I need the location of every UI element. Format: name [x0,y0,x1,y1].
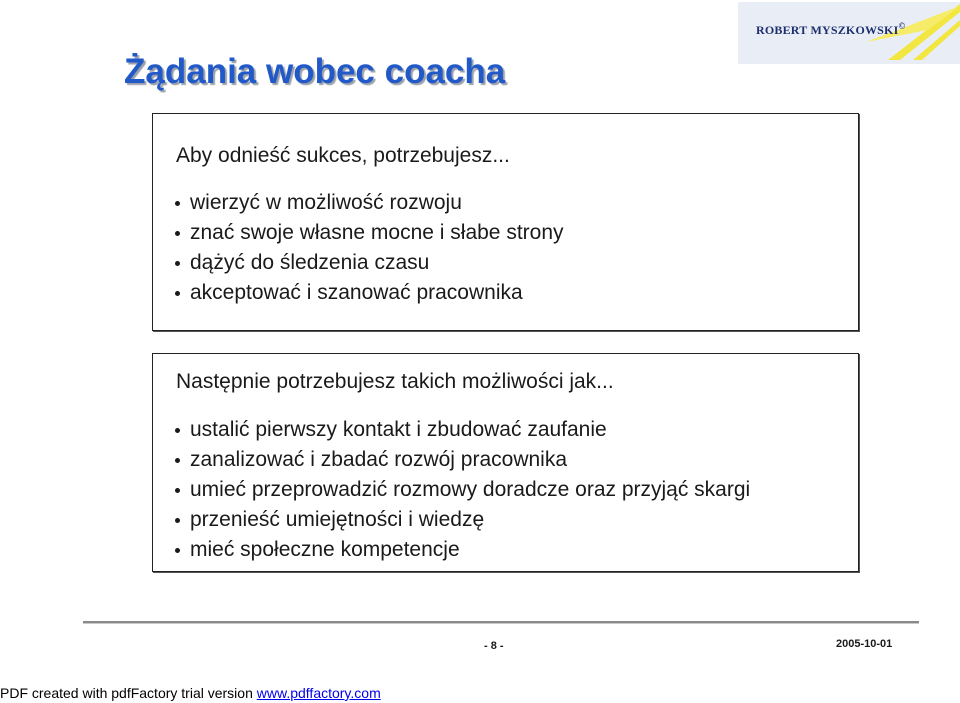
pdffactory-link[interactable]: www.pdffactory.com [256,685,381,701]
list-item: dążyć do śledzenia czasu [167,248,564,278]
page-number: - 8 - [484,640,504,652]
list-item: akceptować i szanować pracownika [167,278,564,308]
logo-name: ROBERT MYSZKOWSKI [756,23,899,37]
requirements-box [152,113,859,331]
list-item: przenieść umiejętności i wiedzę [167,505,750,535]
box2-lead: Następnie potrzebujesz takich możliwości jak... [176,370,614,393]
list-item: wierzyć w możliwość rozwoju [167,188,564,218]
box2-list [167,415,750,565]
box1-lead: Aby odnieść sukces, potrzebujesz... [176,144,510,167]
box1-list [167,188,564,308]
footer-divider [83,621,919,623]
pdf-watermark-text: PDF created with pdfFactory trial version [0,685,257,701]
slide-title: Żądania wobec coacha [124,52,506,91]
list-item: zanalizować i zbadać rozwój pracownika [167,445,750,475]
abilities-box [152,353,859,572]
list-item: znać swoje własne mocne i słabe strony [167,218,564,248]
logo-text [756,21,905,38]
footer-date: 2005-10-01 [836,638,893,650]
logo-registered: © [898,21,906,31]
list-item: ustalić pierwszy kontakt i zbudować zaufanie [167,415,750,445]
pdf-watermark [0,685,381,701]
list-item: umieć przeprowadzić rozmowy doradcze oraz przyjąć skargi [167,475,750,505]
list-item: mieć społeczne kompetencje [167,535,750,565]
